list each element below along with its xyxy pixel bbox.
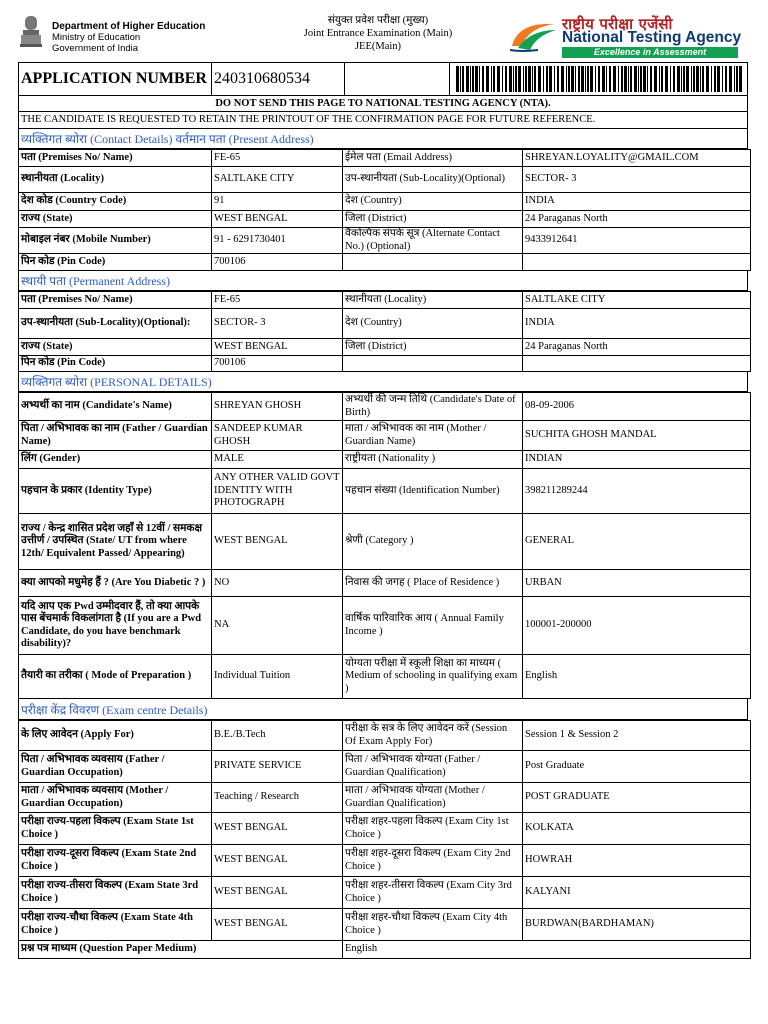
government-name: Government of India xyxy=(52,43,139,54)
barcode-icon xyxy=(454,66,744,92)
field-label: माता / अभिभावक का नाम (Mother / Guardian Name) xyxy=(343,421,523,451)
field-value: WEST BENGAL xyxy=(212,813,343,845)
table-row xyxy=(19,451,751,469)
page-header xyxy=(18,0,748,62)
field-value: 9433912641 xyxy=(523,228,751,254)
field-value: SALTLAKE CITY xyxy=(523,292,751,309)
table-row xyxy=(19,469,751,514)
table-row xyxy=(19,356,751,372)
field-label: तैयारी का तरीका ( Mode of Preparation ) xyxy=(19,655,212,699)
field-label: वैकल्पिक संपर्क सूत्र (Alternate Contact No.) (Optional) xyxy=(343,228,523,254)
field-value: Session 1 & Session 2 xyxy=(523,721,751,751)
table-row xyxy=(19,339,751,356)
field-value: WEST BENGAL xyxy=(212,339,343,356)
table-row xyxy=(19,292,751,309)
section-permanent-address-title: स्थायी पता (Permanent Address) xyxy=(18,271,748,291)
field-label xyxy=(343,254,523,271)
field-label: वार्षिक पारिवारिक आय ( Annual Family Income ) xyxy=(343,597,523,655)
table-row xyxy=(19,751,751,783)
field-value: SECTOR- 3 xyxy=(523,167,751,193)
table-row xyxy=(19,845,751,877)
field-value: ANY OTHER VALID GOVT IDENTITY WITH PHOTOGRAPH xyxy=(212,469,343,514)
table-row xyxy=(19,309,751,339)
field-label: श्रेणी (Category ) xyxy=(343,514,523,570)
field-label: उप-स्थानीयता (Sub-Locality)(Optional) xyxy=(343,167,523,193)
field-label: देश (Country) xyxy=(343,193,523,211)
field-value: 100001-200000 xyxy=(523,597,751,655)
table-row xyxy=(19,150,751,167)
department-name: Department of Higher Education xyxy=(52,21,206,32)
field-value: SHREYAN.LOYALITY@GMAIL.COM xyxy=(523,150,751,167)
field-value: B.E./B.Tech xyxy=(212,721,343,751)
field-value: 398211289244 xyxy=(523,469,751,514)
nta-name-hindi: राष्ट्रीय परीक्षा एजेंसी xyxy=(562,15,673,33)
nta-name-english: National Testing Agency xyxy=(562,29,742,46)
nta-swoosh-icon xyxy=(508,16,558,56)
field-value: 91 - 6291730401 xyxy=(212,228,343,254)
question-paper-medium-value: English xyxy=(343,941,751,959)
nta-logo xyxy=(508,14,748,58)
table-row xyxy=(19,228,751,254)
exam-name-short: JEE(Main) xyxy=(354,41,402,52)
field-label: अभ्यर्थी का नाम (Candidate's Name) xyxy=(19,393,212,421)
field-label: पता (Premises No/ Name) xyxy=(19,292,212,309)
question-paper-medium-row xyxy=(19,941,751,959)
retain-notice: THE CANDIDATE IS REQUESTED TO RETAIN THE PRINTOUT OF THE CONFIRMATION PAGE FOR FUTURE REFERENCE. xyxy=(18,112,748,129)
field-value: WEST BENGAL xyxy=(212,514,343,570)
field-label: क्या आपको मधुमेह हैं ? (Are You Diabetic ? ) xyxy=(19,570,212,597)
table-row xyxy=(19,570,751,597)
field-label: माता / अभिभावक योग्यता (Mother / Guardian Qualification) xyxy=(343,783,523,813)
field-label: पहचान संख्या (Identification Number) xyxy=(343,469,523,514)
field-value xyxy=(523,254,751,271)
field-label: परीक्षा राज्य-दूसरा विकल्प (Exam State 2nd Choice ) xyxy=(19,845,212,877)
field-value: Post Graduate xyxy=(523,751,751,783)
field-value: 700106 xyxy=(212,254,343,271)
table-row xyxy=(19,421,751,451)
field-label: राज्य / केन्द्र शासित प्रदेश जहाँ से 12वीं / समकक्ष उत्तीर्ण / उपस्थित (State/ UT from where 12th/ Equivalent Passed/ Appearing) xyxy=(19,514,212,570)
field-value: WEST BENGAL xyxy=(212,909,343,941)
field-label: पिता / अभिभावक व्यवसाय (Father / Guardian Occupation) xyxy=(19,751,212,783)
field-value: NO xyxy=(212,570,343,597)
warning-notice: DO NOT SEND THIS PAGE TO NATIONAL TESTING AGENCY (NTA). xyxy=(18,96,748,112)
table-row xyxy=(19,597,751,655)
field-value: WEST BENGAL xyxy=(212,877,343,909)
application-number-row xyxy=(18,62,748,96)
field-label: परीक्षा राज्य-तीसरा विकल्प (Exam State 3rd Choice ) xyxy=(19,877,212,909)
field-label: देश (Country) xyxy=(343,309,523,339)
department-block xyxy=(52,21,205,54)
field-value: English xyxy=(523,655,751,699)
field-label: ईमेल पता (Email Address) xyxy=(343,150,523,167)
ministry-name: Ministry of Education xyxy=(52,32,141,43)
field-label: राज्य (State) xyxy=(19,339,212,356)
field-value: SALTLAKE CITY xyxy=(212,167,343,193)
table-row xyxy=(19,254,751,271)
exam-name-english: Joint Entrance Examination (Main) xyxy=(303,28,453,39)
field-value: 700106 xyxy=(212,356,343,372)
table-row xyxy=(19,167,751,193)
table-row xyxy=(19,393,751,421)
field-label: पिता / अभिभावक का नाम (Father / Guardian Name) xyxy=(19,421,212,451)
field-value: KALYANI xyxy=(523,877,751,909)
field-label: मोबाइल नंबर (Mobile Number) xyxy=(19,228,212,254)
field-value: Individual Tuition xyxy=(212,655,343,699)
field-value: POST GRADUATE xyxy=(523,783,751,813)
field-label: परीक्षा शहर-दूसरा विकल्प (Exam City 2nd Choice ) xyxy=(343,845,523,877)
field-label: देश कोड (Country Code) xyxy=(19,193,212,211)
field-label: पिन कोड (Pin Code) xyxy=(19,254,212,271)
field-value: HOWRAH xyxy=(523,845,751,877)
table-row xyxy=(19,909,751,941)
field-value: 24 Paraganas North xyxy=(523,339,751,356)
exam-heading xyxy=(258,14,498,53)
table-row xyxy=(19,721,751,751)
field-label: के लिए आवेदन (Apply For) xyxy=(19,721,212,751)
nta-tagline: Excellence in Assessment xyxy=(562,47,738,58)
field-label: यदि आप एक Pwd उम्मीदवार हैं, तो क्या आपके पास बेंचमार्क विकलांगता है (If you are a Pwd Candidate, do you have benchmark disability)? xyxy=(19,597,212,655)
field-label: परीक्षा शहर-तीसरा विकल्प (Exam City 3rd Choice ) xyxy=(343,877,523,909)
field-value: 24 Paraganas North xyxy=(523,211,751,228)
question-paper-medium-label: प्रश्न पत्र माध्यम (Question Paper Medium) xyxy=(19,941,343,959)
field-label: राज्य (State) xyxy=(19,211,212,228)
field-value: INDIA xyxy=(523,193,751,211)
field-label: जिला (District) xyxy=(343,211,523,228)
field-label: परीक्षा राज्य-चौथा विकल्प (Exam State 4th Choice ) xyxy=(19,909,212,941)
field-value: WEST BENGAL xyxy=(212,211,343,228)
field-label: निवास की जगह ( Place of Residence ) xyxy=(343,570,523,597)
field-label: परीक्षा के सत्र के लिए आवेदन करें (Session Of Exam Apply For) xyxy=(343,721,523,751)
field-label: अभ्यर्थी की जन्म तिथि (Candidate's Date of Birth) xyxy=(343,393,523,421)
field-label: पिता / अभिभावक योग्यता (Father / Guardian Qualification) xyxy=(343,751,523,783)
field-value: SHREYAN GHOSH xyxy=(212,393,343,421)
field-label: राष्ट्रीयता (Nationality ) xyxy=(343,451,523,469)
table-row xyxy=(19,783,751,813)
field-value: NA xyxy=(212,597,343,655)
personal-details-table xyxy=(18,392,751,699)
field-label: परीक्षा शहर-चौथा विकल्प (Exam City 4th Choice ) xyxy=(343,909,523,941)
field-value: SUCHITA GHOSH MANDAL xyxy=(523,421,751,451)
field-value: BURDWAN(BARDHAMAN) xyxy=(523,909,751,941)
application-number-value: 240310680534 xyxy=(212,63,345,95)
field-label: उप-स्थानीयता (Sub-Locality)(Optional): xyxy=(19,309,212,339)
field-value: FE-65 xyxy=(212,292,343,309)
field-label: पहचान के प्रकार (Identity Type) xyxy=(19,469,212,514)
field-value: WEST BENGAL xyxy=(212,845,343,877)
table-row xyxy=(19,211,751,228)
field-label: माता / अभिभावक व्यवसाय (Mother / Guardian Occupation) xyxy=(19,783,212,813)
field-value: URBAN xyxy=(523,570,751,597)
table-row xyxy=(19,655,751,699)
field-label: पिन कोड (Pin Code) xyxy=(19,356,212,372)
field-value: PRIVATE SERVICE xyxy=(212,751,343,783)
field-label: परीक्षा राज्य-पहला विकल्प (Exam State 1st Choice ) xyxy=(19,813,212,845)
field-label: पता (Premises No/ Name) xyxy=(19,150,212,167)
section-present-address-title: व्यक्तिगत ब्योरा (Contact Details) वर्तमान पता (Present Address) xyxy=(18,129,748,149)
state-emblem-icon xyxy=(18,14,44,52)
table-row xyxy=(19,813,751,845)
present-address-table xyxy=(18,149,751,271)
field-label: स्थानीयता (Locality) xyxy=(19,167,212,193)
field-label xyxy=(343,356,523,372)
exam-name-hindi: संयुक्त प्रवेश परीक्षा (मुख्य) xyxy=(327,15,429,26)
field-value: SANDEEP KUMAR GHOSH xyxy=(212,421,343,451)
section-personal-details-title: व्यक्तिगत ब्योरा (PERSONAL DETAILS) xyxy=(18,372,748,392)
exam-centre-table xyxy=(18,720,751,959)
table-row xyxy=(19,514,751,570)
field-value: MALE xyxy=(212,451,343,469)
section-exam-centre-title: परीक्षा केंद्र विवरण (Exam centre Details) xyxy=(18,699,748,720)
field-value: INDIAN xyxy=(523,451,751,469)
field-label: परीक्षा शहर-पहला विकल्प (Exam City 1st Choice ) xyxy=(343,813,523,845)
confirmation-page xyxy=(18,0,748,959)
field-value: KOLKATA xyxy=(523,813,751,845)
field-value xyxy=(523,356,751,372)
field-value: 08-09-2006 xyxy=(523,393,751,421)
table-row xyxy=(19,193,751,211)
field-label: जिला (District) xyxy=(343,339,523,356)
table-row xyxy=(19,877,751,909)
field-label: स्थानीयता (Locality) xyxy=(343,292,523,309)
field-value: FE-65 xyxy=(212,150,343,167)
field-label: लिंग (Gender) xyxy=(19,451,212,469)
field-label: योग्यता परीक्षा में स्कूली शिक्षा का माध्यम ( Medium of schooling in qualifying exam ) xyxy=(343,655,523,699)
field-value: 91 xyxy=(212,193,343,211)
field-value: GENERAL xyxy=(523,514,751,570)
field-value: Teaching / Research xyxy=(212,783,343,813)
barcode xyxy=(450,63,747,95)
field-value: INDIA xyxy=(523,309,751,339)
permanent-address-table xyxy=(18,291,751,372)
field-value: SECTOR- 3 xyxy=(212,309,343,339)
application-number-label: APPLICATION NUMBER xyxy=(19,63,212,95)
